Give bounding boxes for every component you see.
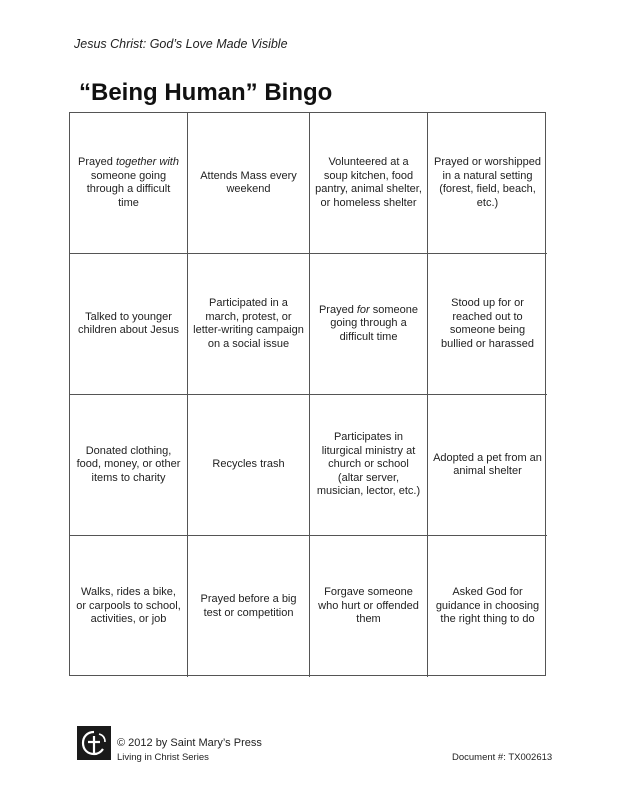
bingo-cell bbox=[428, 536, 547, 677]
bingo-cell bbox=[70, 113, 188, 254]
bingo-cell bbox=[428, 395, 547, 536]
running-header: Jesus Christ: God’s Love Made Visible bbox=[74, 37, 288, 51]
cell-text: Participates in liturgical ministry at church or school (altar server, musician, lector, etc.) bbox=[316, 431, 421, 498]
copyright-notice: © 2012 by Saint Mary’s Press bbox=[117, 737, 262, 749]
bingo-cell bbox=[188, 395, 310, 536]
cell-text: Prayed for someone going through a difficult time bbox=[318, 303, 419, 343]
bingo-grid bbox=[69, 112, 546, 676]
series-name: Living in Christ Series bbox=[117, 752, 209, 763]
cell-text: Volunteered at a soup kitchen, food pantry, animal shelter, or homeless shelter bbox=[315, 156, 422, 209]
cell-text: Talked to younger children about Jesus bbox=[78, 310, 179, 336]
bingo-cell bbox=[310, 395, 428, 536]
cell-text: Adopted a pet from an animal shelter bbox=[433, 451, 542, 477]
cell-text: Stood up for or reached out to someone being bullied or harassed bbox=[441, 297, 534, 350]
bingo-cell bbox=[70, 536, 188, 677]
bingo-cell bbox=[188, 254, 310, 395]
bingo-cell bbox=[310, 113, 428, 254]
bingo-cell bbox=[70, 254, 188, 395]
cell-text: Recycles trash bbox=[212, 458, 285, 471]
cell-text: Prayed before a big test or competition bbox=[200, 593, 297, 619]
bingo-cell bbox=[70, 395, 188, 536]
cell-text: Walks, rides a bike, or carpools to school, activities, or job bbox=[76, 586, 181, 626]
cell-text: Forgave someone who hurt or offended them bbox=[318, 586, 419, 626]
bingo-cell bbox=[310, 254, 428, 395]
page-title: “Being Human” Bingo bbox=[79, 79, 333, 106]
bingo-cell bbox=[428, 254, 547, 395]
cell-text: Prayed together with someone going through a difficult time bbox=[78, 156, 179, 209]
publisher-logo-icon bbox=[77, 726, 111, 760]
cell-text: Asked God for guidance in choosing the right thing to do bbox=[435, 586, 540, 626]
document-number: Document #: TX002613 bbox=[452, 752, 553, 763]
cell-text: Participated in a march, protest, or letter-writing campaign on a social issue bbox=[193, 297, 304, 350]
cell-text: Attends Mass every weekend bbox=[200, 169, 297, 195]
cell-text: Donated clothing, food, money, or other items to charity bbox=[76, 444, 181, 484]
bingo-cell bbox=[188, 536, 310, 677]
bingo-cell bbox=[310, 536, 428, 677]
cell-text: Prayed or worshipped in a natural setting (forest, field, beach, etc.) bbox=[433, 156, 541, 209]
bingo-cell bbox=[428, 113, 547, 254]
bingo-cell bbox=[188, 113, 310, 254]
